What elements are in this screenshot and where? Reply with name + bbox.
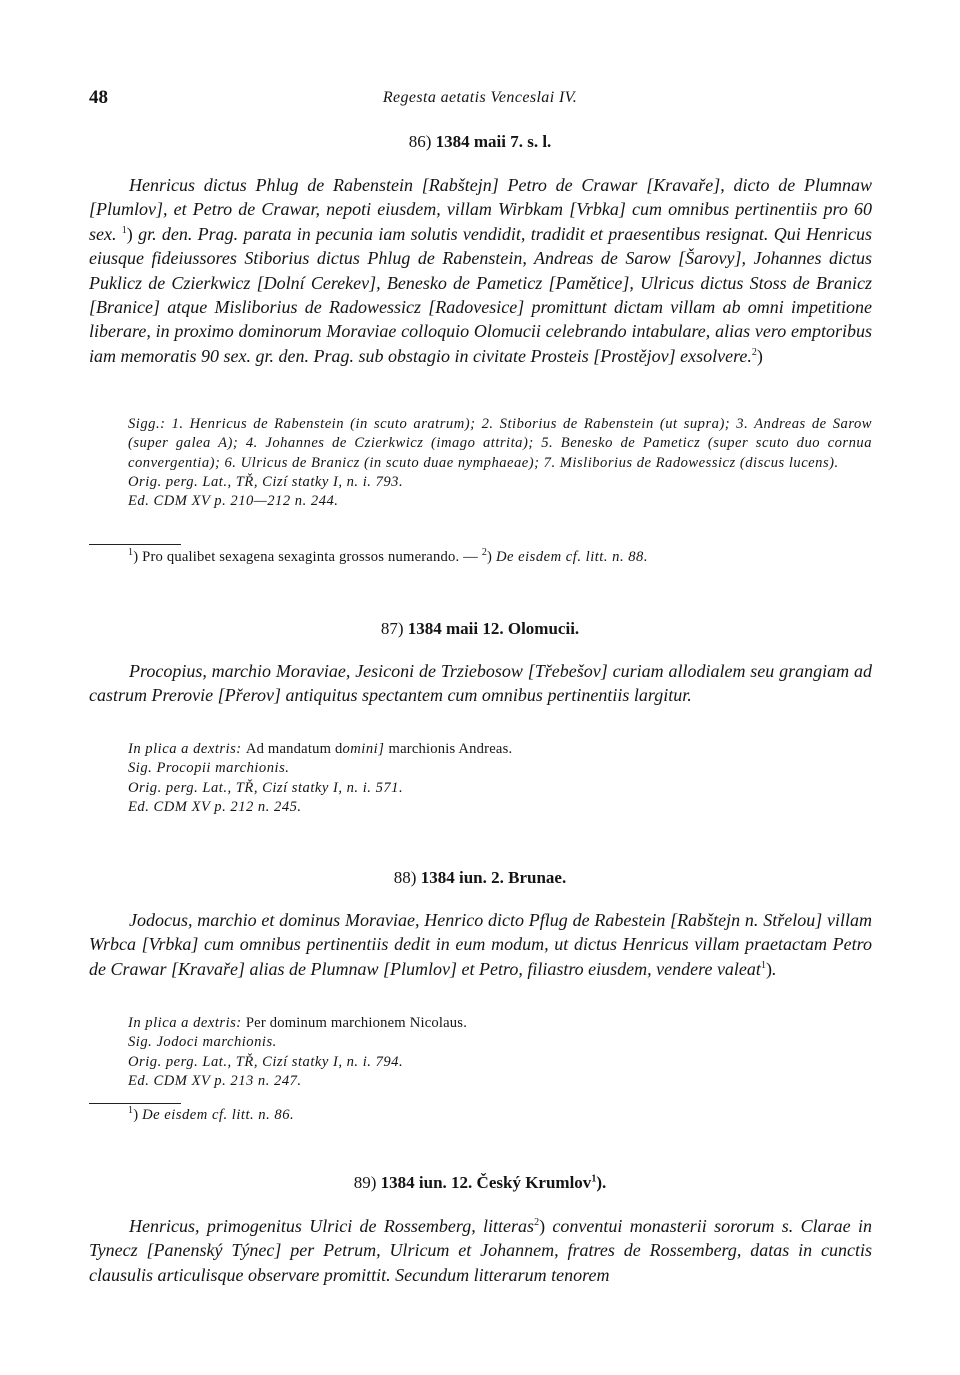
footnote-ref: 2 xyxy=(534,1217,540,1228)
entry-heading-88 xyxy=(0,868,960,888)
plica-note: In plica a dextris: Per dominum marchionem Nicolaus. xyxy=(128,1015,468,1031)
footnote-ref: 1 xyxy=(121,224,127,236)
footnotes-86: $^1$) Pro qualibet sexagena sexaginta grossos numerando. — $^2$) De eisdem cf. litt. n. 88. xyxy=(128,547,648,565)
orig-note: Orig. perg. Lat., TŘ, Cizí statky I, n. i. 793. xyxy=(128,473,404,490)
entry-number: 89) xyxy=(353,1173,377,1192)
entry-heading-87 xyxy=(0,619,960,639)
entry-date: 1384 maii 7. s. l. xyxy=(435,132,552,151)
seals-note: Sigg.: 1. Henricus de Rabenstein (in scuto aratrum); 2. Stiborius de Rabenstein (ut supra); 3. Andreas de Sarow (super galea A); 4. Johannes de Czierkwicz (imago attrita); 5. Benesko de Pameticz (super scuto duo cornua convergentia); 6. Ulricus de Branicz (in scuto duae nymphaeae); 7. Misliborius de Radowessicz (discus lucens). xyxy=(128,416,872,471)
entry-heading-86 xyxy=(0,132,960,152)
notes-87 xyxy=(89,740,872,817)
regest-86: Henricus dictus Phlug de Rabenstein [Rabštejn] Petro de Crawar [Kravaře], dicto de Plumnaw [Plumlov], et Petro de Crawar, nepoti eiusdem, villam Wirbkam [Vrbka] cum omnibus pertinentiis pro 60 sex. $^1$) gr. den. Prag. parata in pecunia iam solutis vendidit, tradidit et praesentibus resignat. Qui Henricus eiusque fideiussores Stiborius dictus Phlug de Rabenstein, Andreas de Sarow [Šarovy], Johannes dictus Puklicz de Czierkwicz [Dolní Cerekev], Benesko de Pameticz [Pamětice], Ulricus dictus Stoss de Branicz [Branice] atque Misliborius de Radowessicz [Radovesice] promittunt dictam villam ab omni impetitione liberare, in proximo dominorum Moraviae colloquio Olomucii celebrando intabulare, alias vero emptoribus iam memoratis 90 sex. gr. den. Prag. sub obstagio in civitate Prosteis [Prostějov] exsolvere.$^2$) xyxy=(89,175,872,366)
ed-note: Ed. CDM XV p. 213 n. 247. xyxy=(128,1072,302,1089)
ed-note: Ed. CDM XV p. 212 n. 245. xyxy=(128,798,302,815)
entry-date: 1384 iun. 12. Český Krumlov$^1$). xyxy=(380,1173,607,1192)
regest-87: Procopius, marchio Moraviae, Jesiconi de Trziebosow [Třebešov] curiam allodialem seu grangiam ad castrum Prerovie [Přerov] antiquitus spectantem cum omnibus pertinentiis largitur. xyxy=(89,661,872,706)
entry-number: 87) xyxy=(380,619,404,638)
notes-88 xyxy=(89,1014,872,1091)
entry-date: 1384 iun. 2. Brunae. xyxy=(420,868,567,887)
entry-number: 88) xyxy=(393,868,417,887)
seal-note: Sig. Procopii marchionis. xyxy=(128,760,290,777)
ed-note: Ed. CDM XV p. 210—212 n. 244. xyxy=(128,493,339,510)
notes-86 xyxy=(89,415,872,511)
entry-number: 86) xyxy=(408,132,432,151)
footnote-ref: 1 xyxy=(760,959,766,971)
footnote-ref: 1 xyxy=(591,1173,597,1185)
footnotes-88: $^1$) De eisdem cf. litt. n. 86. xyxy=(128,1105,295,1123)
entry-heading-89 xyxy=(0,1173,960,1193)
entry-date: 1384 maii 12. Olomucii. xyxy=(407,619,580,638)
plica-note: In plica a dextris: Ad mandatum domini] marchionis Andreas. xyxy=(128,741,513,757)
footnote-separator xyxy=(89,544,181,545)
footnote-separator xyxy=(89,1103,181,1104)
regest-89: Henricus, primogenitus Ulrici de Rossemberg, litteras$^2$) conventui monasterii sororum s. Clarae in Tynecz [Panenský Týnec] per Petrum, Ulricum et Johannem, fratres de Rossemberg, datas in cunctis clausulis articulisque observare promittit. Secundum litterarum tenorem xyxy=(89,1216,872,1285)
regest-88: Jodocus, marchio et dominus Moraviae, Henrico dicto Pflug de Rabestein [Rabštejn n. Střelou] villam Wrbca [Vrbka] cum omnibus pertinentiis dedit in eum modum, ut dictus Henricus villam praetactam Petro de Crawar [Kravaře] alias de Plumnaw [Plumlov] et Petro, filiastro eiusdem, vendere valeat$^1$). xyxy=(89,910,872,979)
running-title: Regesta aetatis Venceslai IV. xyxy=(382,89,578,106)
orig-note: Orig. perg. Lat., TŘ, Cizí statky I, n. i. 794. xyxy=(128,1053,404,1070)
orig-note: Orig. perg. Lat., TŘ, Cizí statky I, n. i. 571. xyxy=(128,779,404,796)
page-number: 48 xyxy=(89,87,108,108)
seal-note: Sig. Jodoci marchionis. xyxy=(128,1034,277,1051)
footnote-ref: 2 xyxy=(751,346,757,358)
